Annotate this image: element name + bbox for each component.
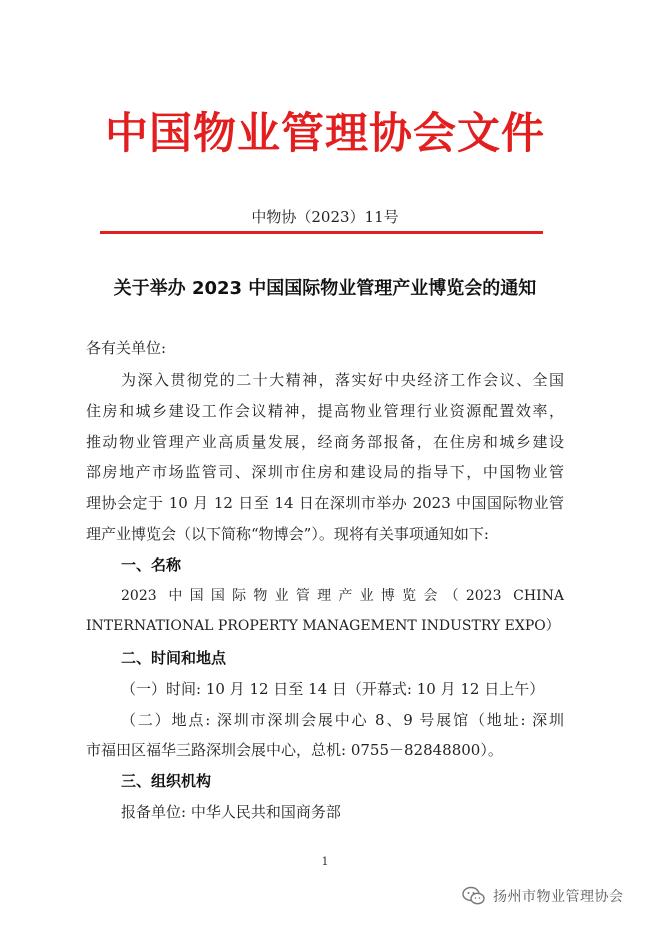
section-name-line: INTERNATIONAL PROPERTY MANAGEMENT INDUSTRY EXPO）	[86, 618, 560, 634]
wechat-icon	[462, 886, 486, 906]
intro-line: 理协会定于 10 月 12 日至 14 日在深圳市举办 2023 中国国际物业管	[86, 494, 564, 512]
document-number: 中物协（2023）11号	[251, 208, 399, 226]
org-header-title: 中国物业管理协会文件	[105, 109, 545, 159]
intro-line: 住房和城乡建设工作会议精神，提高物业管理行业资源配置效率，	[86, 402, 564, 420]
time-line: （一）时间: 10 月 12 日至 14 日（开幕式: 10 月 12 日上午）	[121, 680, 545, 698]
intro-line: 推动物业管理产业高质量发展，经商务部报备，在住房和城乡建设	[86, 433, 564, 451]
section-heading-time-place: 二、时间和地点	[121, 649, 227, 667]
intro-line: 理产业博览会（以下简称“物博会”）。现将有关事项通知如下:	[86, 525, 489, 543]
salutation: 各有关单位:	[86, 339, 167, 357]
place-line: 市福田区福华三路深圳会展中心，总机: 0755－82848800）。	[86, 741, 503, 759]
section-heading-organization: 三、组织机构	[121, 772, 212, 790]
organization-line: 报备单位: 中华人民共和国商务部	[121, 803, 341, 821]
notice-title: 关于举办 2023 中国国际物业管理产业博览会的通知	[113, 278, 537, 299]
section-name-line: 2023 中国国际物业管理产业博览会（2023 CHINA	[121, 588, 564, 604]
intro-line: 部房地产市场监管司、深圳市住房和建设局的指导下，中国物业管	[86, 463, 564, 481]
watermark-text: 扬州市物业管理协会	[493, 889, 624, 905]
red-divider-line	[100, 231, 543, 234]
page-number: 1	[321, 855, 329, 868]
wechat-watermark	[462, 883, 624, 909]
intro-line: 为深入贯彻党的二十大精神，落实好中央经济工作会议、全国	[121, 371, 564, 389]
section-heading-name: 一、名称	[121, 556, 182, 574]
place-line: （二）地点: 深圳市深圳会展中心 8、9 号展馆（地址: 深圳	[121, 711, 564, 729]
